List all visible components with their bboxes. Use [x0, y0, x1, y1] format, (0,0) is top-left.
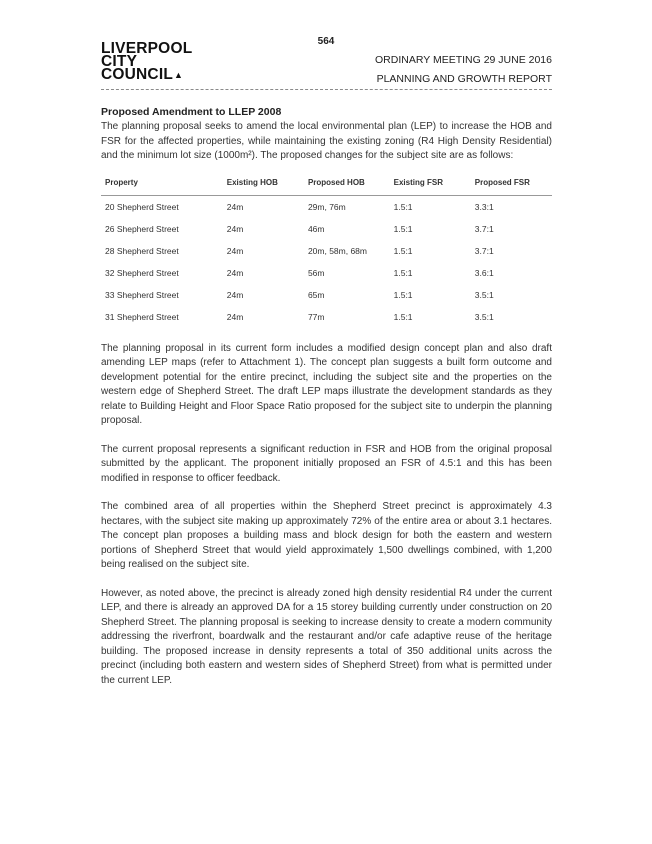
cell-proposed-fsr: 3.7:1	[474, 223, 494, 234]
column-header-existing-hob: Existing HOB	[223, 172, 304, 196]
table-row	[101, 195, 552, 218]
table-row	[101, 306, 552, 328]
body-paragraph-2: The current proposal represents a significant reduction in FSR and HOB from the original proposal submitted by the applicant. The proponent initially proposed an FSR of 4.5:1 and this has been modified in response to officer feedback.	[101, 443, 552, 484]
table-row	[101, 262, 552, 284]
cell-existing-hob: 24m	[226, 201, 244, 212]
cell-property: 31 Shepherd Street	[105, 311, 179, 322]
cell-proposed-hob: 56m	[307, 267, 325, 278]
page-number: 564	[317, 36, 335, 47]
cell-existing-fsr: 1.5:1	[393, 245, 413, 256]
cell-existing-fsr: 1.5:1	[393, 311, 413, 322]
table-header-row	[101, 172, 552, 196]
cell-proposed-fsr: 3.3:1	[474, 201, 494, 212]
table-row	[101, 240, 552, 262]
cell-proposed-fsr: 3.6:1	[474, 267, 494, 278]
column-header-proposed-fsr: Proposed FSR	[471, 172, 552, 196]
body-paragraph-3: The combined area of all properties within the Shepherd Street precinct is approximately 4.3 hectares, with the subject site making up approximately 72% of the entire area or about 3.1 hectares. The concept plan proposes a building mass and block design for both the eastern and western portions of Shepherd Street that would yield approximately 1,500 dwellings combined, with 1,200 being realised on the subject site.	[101, 501, 552, 570]
council-logo	[101, 42, 192, 82]
cell-proposed-hob: 77m	[307, 311, 325, 322]
cell-property: 33 Shepherd Street	[105, 289, 179, 300]
cell-proposed-fsr: 3.7:1	[474, 245, 494, 256]
document-body	[101, 106, 552, 688]
cell-proposed-hob: 20m, 58m, 68m	[307, 245, 367, 256]
cell-existing-fsr: 1.5:1	[393, 267, 413, 278]
column-header-property: Property	[101, 172, 223, 196]
cell-existing-hob: 24m	[226, 289, 244, 300]
body-paragraph-1: The planning proposal in its current form includes a modified design concept plan and also draft amending LEP maps (refer to Attachment 1). The concept plan suggests a built form outcome and development potential for the entire precinct, including the subject site and the properties on the western edge of Shepherd Street. The draft LEP maps illustrate the development standards as they relate to Building Height and Floor Space Ratio proposed for the subject site to underpin the planning proposal.	[101, 342, 552, 426]
logo-line-2: CITY	[101, 53, 138, 70]
cell-existing-fsr: 1.5:1	[393, 223, 413, 234]
cell-existing-fsr: 1.5:1	[393, 289, 413, 300]
cell-property: 20 Shepherd Street	[105, 201, 179, 212]
cell-property: 32 Shepherd Street	[105, 267, 179, 278]
cell-existing-fsr: 1.5:1	[393, 201, 413, 212]
logo-mark-icon: ▲	[174, 70, 184, 80]
cell-proposed-hob: 29m, 76m	[307, 201, 346, 212]
cell-property: 28 Shepherd Street	[105, 245, 179, 256]
cell-property: 26 Shepherd Street	[105, 223, 179, 234]
report-title: PLANNING AND GROWTH REPORT	[376, 73, 552, 85]
table-row	[101, 218, 552, 240]
intro-paragraph: The planning proposal seeks to amend the local environmental plan (LEP) to increase the HOB and FSR for the affected properties, while maintaining the existing zoning (R4 High Density Residential) and the minimum lot size (1000m²). The proposed changes for the subject site are as follows:	[101, 121, 552, 161]
logo-line-1: LIVERPOOL	[101, 40, 193, 57]
cell-proposed-hob: 65m	[307, 289, 325, 300]
table-row	[101, 284, 552, 306]
cell-existing-hob: 24m	[226, 267, 244, 278]
body-paragraph-4: However, as noted above, the precinct is already zoned high density residential R4 under the current LEP, and there is already an approved DA for a 15 storey building currently under construction on 20 Shepherd Street. The planning proposal is seeking to increase density to create a modern community addressing the riverfront, boardwalk and the restaurant and/or cafe adaptive reuse of the heritage building. The proposed increase in density represents a total of 350 additional units across the precinct (including both eastern and western sides of Shepherd Street) from what is permitted under the current LEP.	[101, 587, 552, 686]
logo-line-3: COUNCIL	[101, 66, 174, 83]
cell-proposed-hob: 46m	[307, 223, 325, 234]
cell-existing-hob: 24m	[226, 311, 244, 322]
meeting-title: ORDINARY MEETING 29 JUNE 2016	[374, 54, 552, 66]
section-heading: Proposed Amendment to LLEP 2008	[101, 106, 282, 118]
cell-proposed-fsr: 3.5:1	[474, 289, 494, 300]
property-table	[101, 172, 552, 328]
cell-proposed-fsr: 3.5:1	[474, 311, 494, 322]
column-header-existing-fsr: Existing FSR	[390, 172, 471, 196]
column-header-proposed-hob: Proposed HOB	[304, 172, 390, 196]
cell-existing-hob: 24m	[226, 245, 244, 256]
cell-existing-hob: 24m	[226, 223, 244, 234]
header-divider	[101, 89, 552, 90]
